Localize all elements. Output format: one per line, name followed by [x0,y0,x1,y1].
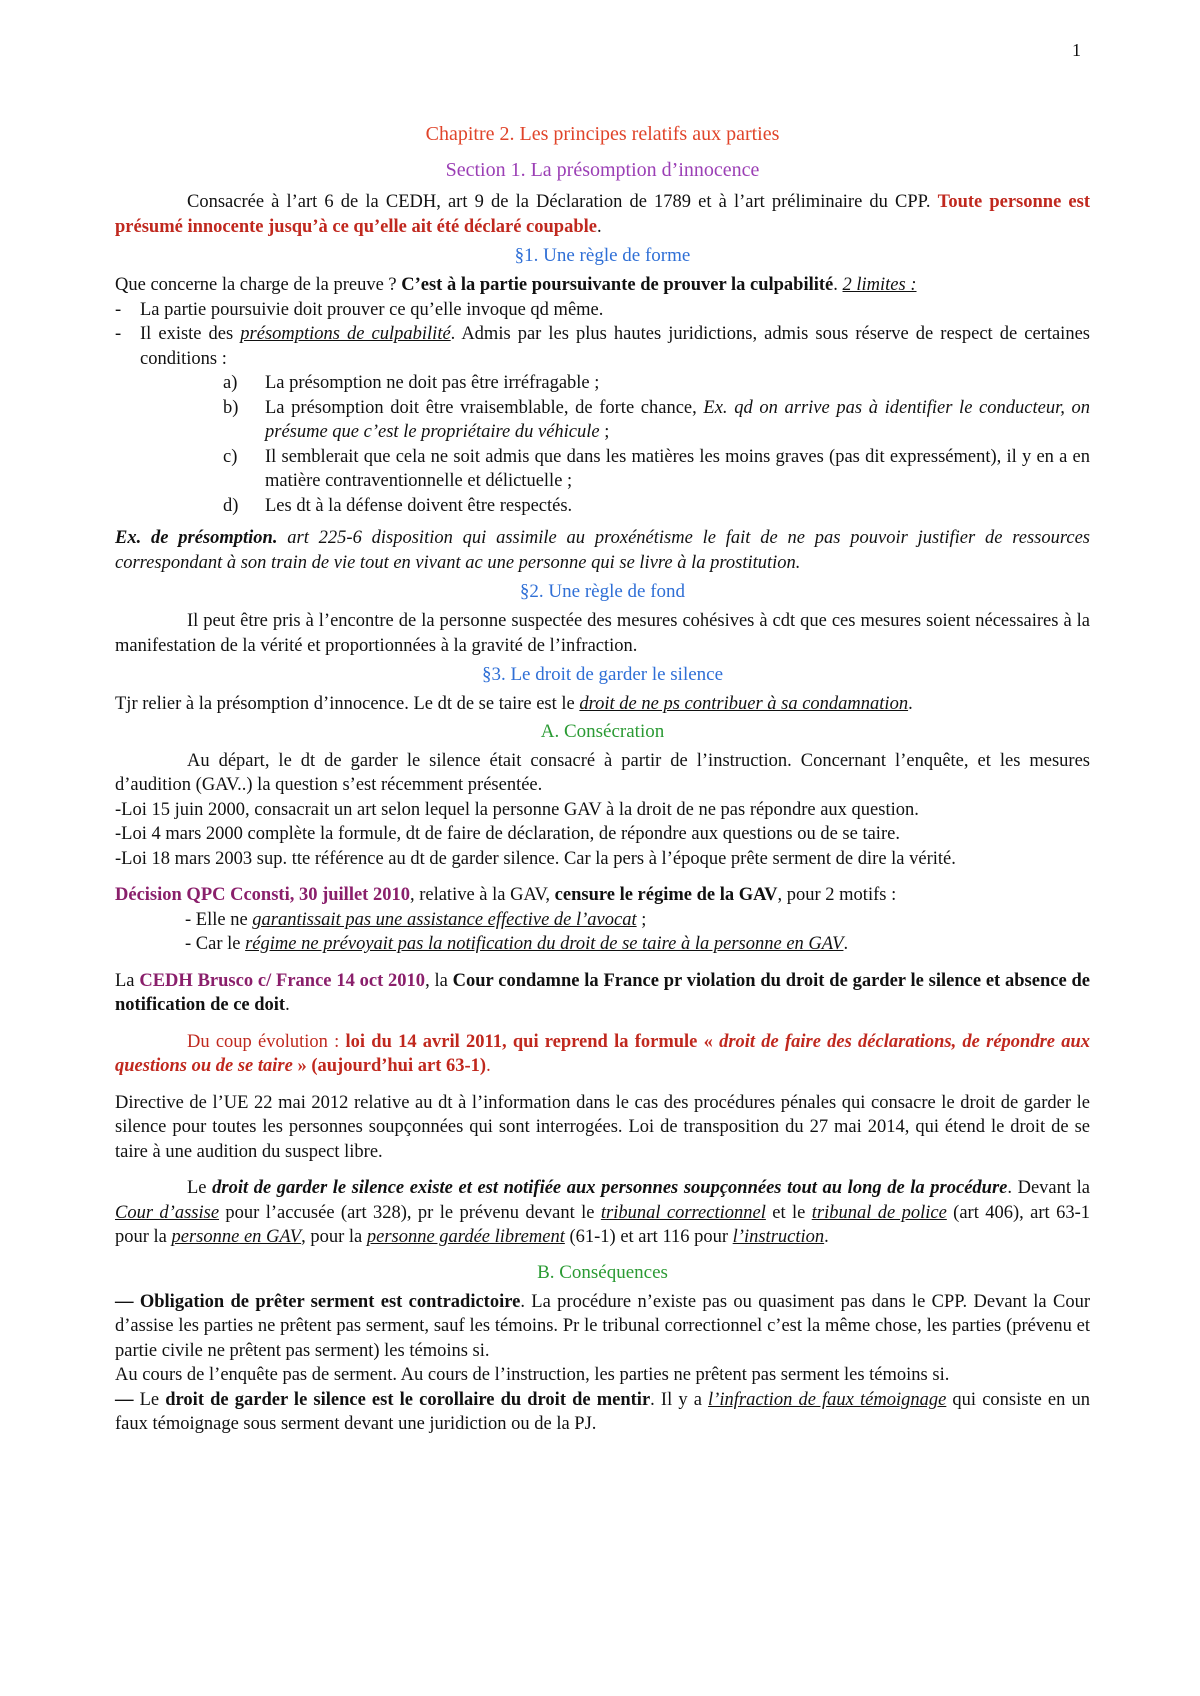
chapter-title: Chapitre 2. Les principes relatifs aux parties [425,123,780,145]
section-title: Section 1. La présomption d’innocence [445,159,760,181]
law-2003: -Loi 18 mars 2003 sup. tte référence au dt de garder silence. Car la pers à l’époque prête serment de dire la vérité. [115,848,956,869]
qpc-motive-1: - Elle ne garantissait pas une assistance effective de l’avocat ; [185,909,647,930]
paragraph-2-text: Il peut être pris à l’encontre de la personne suspectée des mesures cohésives à cdt que ces mesures soient nécessaires à la manifestation de la vérité et proportionnées à la gravité de l’infraction. [115,611,1090,656]
qpc-decision: Décision QPC Cconsti, 30 juillet 2010, relative à la GAV, censure le régime de la GAV, pour 2 motifs : [115,885,897,905]
subsection-a-title: A. Consécration [540,720,665,742]
paragraph-1-title: §1. Une règle de forme [514,245,691,266]
condition-a: a) La présomption ne doit pas être irréfragable ; [223,373,600,393]
eu-directive: Directive de l’UE 22 mai 2012 relative au dt à l’information dans le cas des procédures pénales qui consacre le droit de garder le silence pour toutes les personnes soupçonnées qui sont interrogées. Loi de transposition du 27 mai 2014, qui étend le droit de se taire à une audition du suspect libre. [115,1092,1090,1162]
page-number: 1 [1072,40,1081,60]
paragraph-3-intro: Tjr relier à la présomption d’innocence. Le dt de se taire est le droit de ne ps contribuer à sa condamnation. [115,694,913,714]
condition-b: b) La présomption doit être vraisemblable, de forte chance, Ex. qd on arrive pas à identifier le conducteur, on présume que c’est le propriétaire du véhicule ; [223,397,1090,442]
consecration-text: Au départ, le dt de garder le silence était consacré à partir de l’instruction. Concernant l’enquête, et les mesures d’audition (GAV..) la question s’est récemment présentée. [115,750,1090,795]
qpc-motive-2: - Car le régime ne prévoyait pas la notification du droit de se taire à la personne en GAV. [185,934,849,954]
limit-item-2: - Il existe des présomptions de culpabilité. Admis par les plus hautes juridictions, admis sous réserve de respect de certaines conditions : [115,324,1090,369]
consequence-1: — Obligation de prêter serment est contradictoire. La procédure n’existe pas ou quasiment pas dans le CPP. Devant la Cour d’assise les parties ne prêtent pas serment, sauf les témoins. Pr le tribunal correctionnel c’est la même chose, les parties (prévenu et partie civile ne prêtent pas serment) les témoins si. [115,1291,1090,1361]
silence-notification: Le droit de garder le silence existe et est notifiée aux personnes soupçonnées tout au long de la procédure. Devant la Cour d’assise pour l’accusée (art 328), pr le prévenu devant le tribunal correctionnel et le tribunal de police (art 406), art 63-1 pour la personne en GAV, pour la personne gardée librement (61-1) et art 116 pour l’instruction. [115,1178,1090,1247]
law-2000-june: -Loi 15 juin 2000, consacrait un art selon lequel la personne GAV à la droit de ne pas répondre aux question. [115,799,919,820]
law-2011-evolution: Du coup évolution : loi du 14 avril 2011, qui reprend la formule « droit de faire des déclarations, de répondre aux questions ou de se taire » (aujourd’hui art 63-1). [115,1031,1091,1076]
condition-d: d) Les dt à la défense doivent être respectés. [223,495,573,516]
consequence-1-cont: Au cours de l’enquête pas de serment. Au cours de l’instruction, les parties ne prêtent pas serment les témoins si. [115,1365,950,1385]
presumption-example: Ex. de présomption. art 225-6 disposition qui assimile au proxénétisme le fait de ne pas pouvoir justifier de ressources correspondant à son train de vie tout en vivant ac une personne qui se livre à la prostitution. [115,528,1090,573]
intro-principle: Toute personne est présumé innocente jusqu’à ce qu’elle ait été déclaré coupable [115,192,1090,237]
subsection-b-title: B. Conséquences [537,1261,668,1283]
paragraph-2-title: §2. Une règle de fond [519,581,686,602]
document-body [115,120,1090,1437]
cedh-brusco: La CEDH Brusco c/ France 14 oct 2010, la Cour condamne la France pr violation du droit de garder le silence et absence de notification de ce doit. [115,970,1090,1015]
limit-item-1: - La partie poursuivie doit prouver ce qu’elle invoque qd même. [115,299,604,320]
consequence-2: — Le droit de garder le silence est le corollaire du droit de mentir. Il y a l’infraction de faux témoignage qui consiste en un faux témoignage sous serment devant une juridiction ou de la PJ. [115,1389,1091,1434]
condition-c: c) Il semblerait que cela ne soit admis que dans les matières les moins graves (pas dit expressément), il y en a en matière contraventionnelle et délictuelle ; [223,446,1090,491]
paragraph-3-title: §3. Le droit de garder le silence [481,664,724,685]
law-2000-march: -Loi 4 mars 2000 complète la formule, dt de faire de déclaration, de répondre aux questions ou de se taire. [115,824,900,844]
intro-paragraph: Consacrée à l’art 6 de la CEDH, art 9 de la Déclaration de 1789 et à l’art préliminaire du CPP. Toute personne est présumé innocente jusqu’à ce qu’elle ait été déclaré coupable. [115,192,1090,237]
burden-of-proof-text: Que concerne la charge de la preuve ? C’est à la partie poursuivante de prouver la culpabilité. 2 limites : [115,275,917,295]
